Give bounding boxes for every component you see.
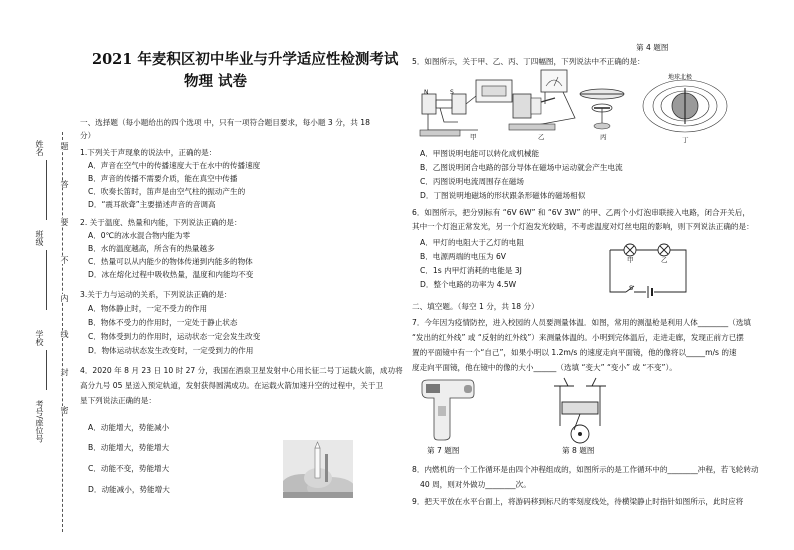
page-figure-label: 第 4 题图	[636, 43, 669, 52]
question-1: 1.下列关于声现象的说法中，正确的是：	[80, 148, 217, 157]
seal-char: 线	[60, 330, 69, 338]
seal-char: 要	[60, 218, 69, 226]
question-7: 7．今年因为疫情防控，进入校园的人员要测量体温．如图，常用的测温枪是利用人体________（选填	[412, 318, 751, 327]
name-label: 姓名	[35, 140, 44, 156]
q5-option: B．乙图说明闭合电路的部分导体在磁场中运动就会产生电流	[420, 163, 623, 172]
q2-option: B．水的温度越高，所含有的热量越多	[88, 244, 215, 253]
exam-subtitle: 物理 试卷	[184, 73, 248, 90]
rocket-launch-photo	[283, 440, 353, 498]
q3-option: B．物体不受力的作用时，一定处于静止状态	[88, 318, 238, 327]
circuit-label-jia: 甲	[627, 256, 634, 264]
figure-label-yi: 乙	[538, 133, 545, 141]
question-3: 3.关于力与运动的关系，下列说法正确的是：	[80, 290, 232, 299]
circuit-label-yi: 乙	[661, 256, 668, 264]
figure-jia-motor	[418, 74, 518, 142]
question-9: 9．把天平放在水平台面上，将游码移到标尺的零刻度线处，待横梁静止时指针如图所示，此时应将	[412, 497, 744, 506]
q2-option: D．冰在熔化过程中吸收热量，温度和内能均不变	[88, 270, 254, 279]
figure-jia-label-n: N	[424, 89, 429, 96]
seal-char: 题	[60, 142, 69, 150]
seal-char: 不	[60, 256, 69, 264]
q6-option: C．1s 内甲灯消耗的电能是 3J	[420, 266, 522, 275]
question-7-line: “发出的红外线” 或 “反射的红外线”）来测量体温的。小明到完体温后，走进走廊，发现正前方已摆	[412, 333, 744, 342]
exam-title: 2021 年麦积区初中毕业与升学适应性检测考试	[92, 51, 399, 68]
q2-option: C．热量可以从内能少的物体传递到内能多的物体	[88, 257, 253, 266]
figure-label-bing: 丙	[600, 133, 607, 141]
question-4: 4．2020 年 8 月 23 日 10 时 27 分，我国在酒泉卫星发射中心用长征二号丁运载火箭，成功将	[80, 366, 403, 375]
figure-ding-caption: 地球北极	[668, 74, 693, 81]
question-4-line: 星下列说法正确的是：	[80, 396, 156, 405]
question-2: 2. 关于温度、热量和内能，下列说法正确的是：	[80, 218, 242, 227]
q5-option: A．甲图说明电能可以转化成机械能	[420, 149, 540, 158]
figure-label-jia: 甲	[470, 133, 477, 141]
section-2-heading: 二、填空题。（每空 1 分，共 18 分）	[412, 302, 539, 311]
thermometer-gun-image	[420, 378, 476, 442]
question-8-line: 40 周，则对外做功________次。	[420, 480, 531, 489]
q1-option: A．声音在空气中的传播速度大于在水中的传播速度	[88, 161, 261, 170]
q5-option: C．丙图说明电流周围存在磁场	[420, 177, 525, 186]
school-underline	[46, 350, 47, 390]
question-6-line: 其中一个灯泡正常发光，另一个灯泡发光较暗，不考虑温度对灯丝电阻的影响，则下列说法正确的是：	[412, 222, 754, 231]
question-4-line: 高分九号 05 星送入预定轨道，发射获得圆满成功。在运载火箭加速升空的过程中，关于卫	[80, 381, 384, 390]
seal-char: 内	[60, 294, 69, 302]
class-label: 班级	[35, 230, 44, 246]
q4-option: A．动能增大，势能减小	[88, 423, 170, 432]
q2-option: A．0℃的冰水混合物内能为零	[88, 231, 191, 240]
question-6: 6．如图所示，把分别标有 “6V 6W” 和 “6V 3W” 的甲、乙两个小灯泡串联接入电路，闭合开关后，	[412, 208, 750, 217]
q4-option: B．动能增大，势能增大	[88, 443, 170, 452]
engine-cylinder-diagram	[548, 376, 612, 446]
question-8: 8．内燃机的一个工作循环是由四个冲程组成的，如图所示的是工作循环中的________冲程，若飞轮转动	[412, 465, 759, 474]
question-7-line: 度走向平面镜，他在镜中的像的大小______（选填 “变大” “变小” 或 “不变”）。	[412, 363, 677, 372]
q4-option: C．动能不变，势能增大	[88, 464, 170, 473]
seal-char: 密	[60, 406, 69, 414]
q1-option: B．声音的传播不需要介质，能在真空中传播	[88, 174, 238, 183]
q6-option: A．甲灯的电阻大于乙灯的电阻	[420, 238, 524, 247]
figure-jia-label-s: S	[450, 89, 454, 96]
q3-option: A．物体静止时，一定不受力的作用	[88, 304, 208, 313]
q1-option: C．吹奏长笛时，笛声是由空气柱的振动产生的	[88, 187, 246, 196]
seal-char: 答	[60, 180, 69, 188]
figure-bing-oersted	[572, 78, 632, 136]
name-underline	[46, 160, 47, 220]
question-5: 5．如图所示，关于甲、乙、丙、丁四幅图，下列说法中不正确的是：	[412, 57, 645, 66]
q3-option: D．物体运动状态发生改变时，一定受到力的作用	[88, 346, 254, 355]
circuit-label-switch: S	[629, 284, 634, 292]
figure-7-caption: 第 7 题图	[427, 446, 460, 455]
q4-option: D．动能减小，势能增大	[88, 485, 170, 494]
q6-option: B．电源两端的电压为 6V	[420, 252, 506, 261]
class-underline	[46, 250, 47, 310]
seal-char: 封	[60, 368, 69, 376]
exam-id-label: 考号/座位号	[35, 400, 44, 443]
q6-option: D．整个电路的功率为 4.5W	[420, 280, 517, 289]
figure-8-caption: 第 8 题图	[562, 446, 595, 455]
section-heading: 一、选择题（每小题给出的四个选项 中，只有一项符合题目要求，每小题 3 分，共 18	[80, 118, 370, 127]
section-heading-cont: 分）	[80, 131, 96, 140]
figure-label-ding: 丁	[682, 136, 689, 144]
question-7-line: 置的平面镜中有一个“自己”，如果小明以 1.2m/s 的速度走向平面镜，他的像将以_____m/s 的速	[412, 348, 737, 357]
q5-option: D．丁图说明地磁场的形状跟条形磁体的磁场相似	[420, 191, 586, 200]
q3-option: C．物体受到力的作用时，运动状态一定会发生改变	[88, 332, 261, 341]
circuit-diagram	[606, 238, 690, 300]
school-label: 学校	[35, 330, 44, 346]
q1-option: D．“震耳欲聋”主要描述声音的音调高	[88, 200, 216, 209]
